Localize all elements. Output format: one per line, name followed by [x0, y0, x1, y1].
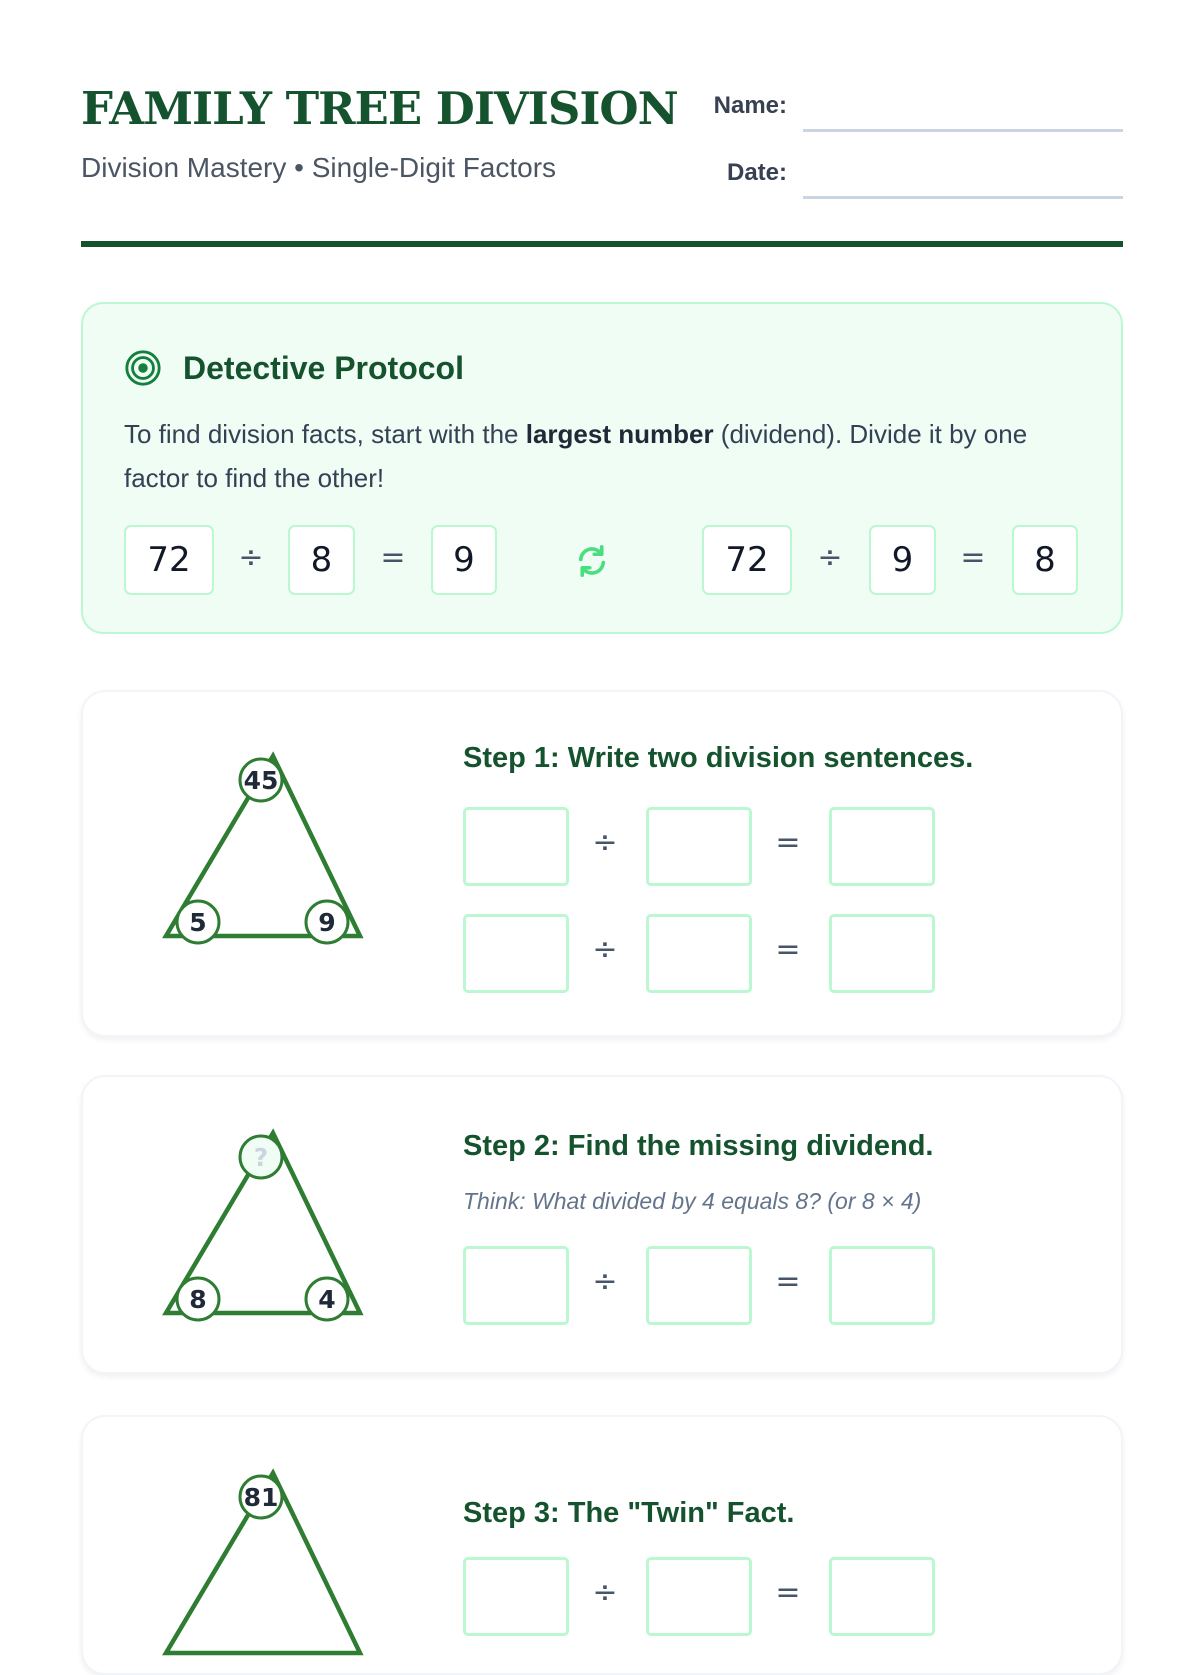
- swap-arrows-icon: [574, 543, 610, 579]
- answer-box[interactable]: [463, 1246, 569, 1325]
- example-quotient: 9: [431, 525, 497, 595]
- equals-sign: =: [775, 825, 801, 860]
- twin-example-dividend: 72: [702, 525, 792, 595]
- triangle-top-number: 81: [243, 1483, 279, 1512]
- triangle-left-number: 8: [189, 1285, 207, 1314]
- date-label: Date:: [726, 159, 787, 186]
- divide-sign: ÷: [592, 1264, 618, 1299]
- example-equals-sign: =: [380, 540, 406, 575]
- answer-box[interactable]: [829, 914, 935, 993]
- detective-protocol-panel: [81, 302, 1123, 634]
- triangle-top-number: 45: [243, 766, 279, 795]
- triangle-right-number: 4: [318, 1285, 336, 1314]
- name-label: Name:: [713, 92, 787, 119]
- answer-box[interactable]: [829, 807, 935, 886]
- problem-card-1: [81, 690, 1123, 1037]
- missing-dividend-mark: ?: [253, 1143, 269, 1172]
- equals-sign: =: [775, 1575, 801, 1610]
- answer-box[interactable]: [829, 1557, 935, 1636]
- twin-example-divide-sign: ÷: [817, 540, 843, 575]
- triangle-left-number: 5: [189, 908, 207, 937]
- fact-family-triangle: [163, 1129, 383, 1329]
- answer-box[interactable]: [646, 1557, 752, 1636]
- answer-box[interactable]: [646, 807, 752, 886]
- worksheet-subtitle: Division Mastery • Single-Digit Factors: [81, 152, 557, 183]
- problem-card-3: [81, 1415, 1123, 1675]
- answer-box[interactable]: [463, 1557, 569, 1636]
- answer-box[interactable]: [829, 1246, 935, 1325]
- date-field[interactable]: [803, 196, 1123, 199]
- divide-sign: ÷: [592, 932, 618, 967]
- answer-box[interactable]: [646, 1246, 752, 1325]
- step-title: Step 3: The "Twin" Fact.: [463, 1497, 795, 1529]
- example-dividend: 72: [124, 525, 214, 595]
- step-hint: Think: What divided by 4 equals 8? (or 8 × 4): [463, 1188, 922, 1214]
- example-divide-sign: ÷: [238, 540, 264, 575]
- fact-family-triangle: [163, 1469, 383, 1669]
- fact-family-triangle: [163, 752, 383, 952]
- twin-example-quotient: 8: [1012, 525, 1078, 595]
- protocol-instructions: To find division facts, start with the largest number (dividend). Divide it by one factor to find the other!: [124, 419, 1028, 493]
- header-divider: [81, 241, 1123, 247]
- problem-card-2: [81, 1075, 1123, 1374]
- protocol-heading: Detective Protocol: [183, 350, 464, 386]
- divide-sign: ÷: [592, 825, 618, 860]
- example-divisor: 8: [288, 525, 355, 595]
- answer-box[interactable]: [463, 914, 569, 993]
- step-title: Step 2: Find the missing dividend.: [463, 1130, 934, 1162]
- twin-example-equals-sign: =: [960, 540, 986, 575]
- equals-sign: =: [775, 932, 801, 967]
- triangle-right-number: 9: [318, 908, 336, 937]
- divide-sign: ÷: [592, 1575, 618, 1610]
- step-title: Step 1: Write two division sentences.: [463, 742, 974, 774]
- protocol-emphasis: largest number: [525, 419, 714, 449]
- answer-box[interactable]: [463, 807, 569, 886]
- target-icon: [124, 349, 162, 387]
- equals-sign: =: [775, 1264, 801, 1299]
- twin-example-divisor: 9: [869, 525, 936, 595]
- name-field[interactable]: [803, 129, 1123, 132]
- worksheet-title: FAMILY TREE DIVISION: [81, 82, 678, 135]
- answer-box[interactable]: [646, 914, 752, 993]
